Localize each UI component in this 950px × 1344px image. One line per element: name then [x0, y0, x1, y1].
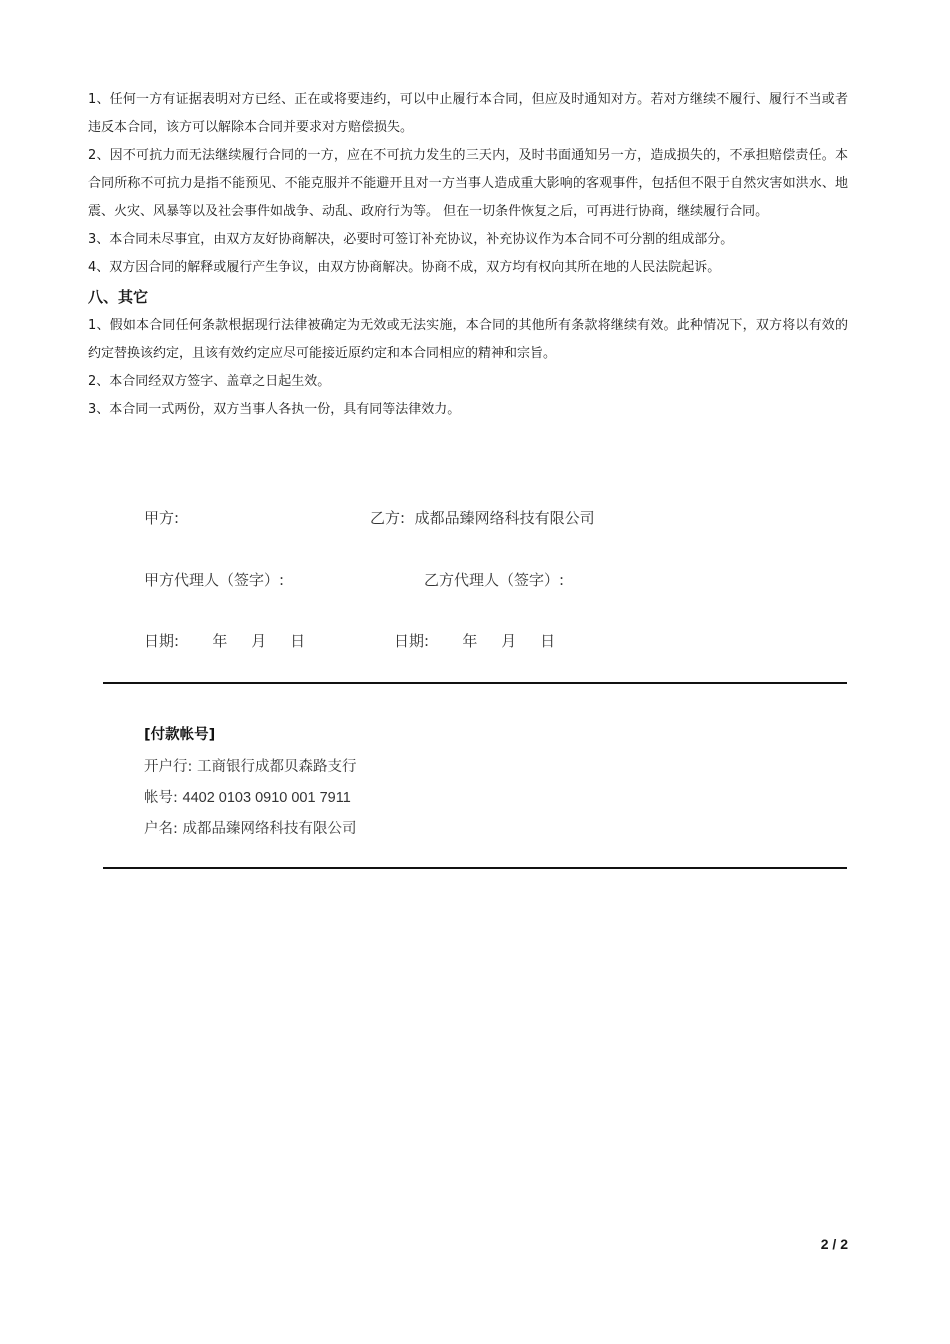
date-b: 日期: 年 月 日	[394, 632, 556, 650]
clause-7-4: 4、双方因合同的解释或履行产生争议，由双方协商解决。协商不成，双方均有权向其所在地的人民法院起诉。	[88, 260, 721, 275]
clause-7-3: 3、本合同未尽事宜，由双方友好协商解决，必要时可签订补充协议，补充协议作为本合同不可分割的组成部分。	[88, 232, 734, 247]
page-number: 2 / 2	[820, 1236, 848, 1252]
contract-clauses	[88, 86, 848, 424]
clause-8-3: 3、本合同一式两份，双方当事人各执一份，具有同等法律效力。	[88, 402, 461, 417]
divider-bottom	[103, 867, 847, 869]
account-label: 帐号:	[144, 790, 178, 806]
payment-title: [付款帐号]	[144, 727, 216, 743]
payment-account	[144, 786, 351, 807]
clause-7-2: 2、因不可抗力而无法继续履行合同的一方，应在不可抗力发生的三天内，及时书面通知另一方，造成损失的，不承担赔偿责任。本合同所称不可抗力是指不能预见、不能克服并不能避开且对一方当事人造成重大影响的客观事件，包括但不限于自然灾害如洪水、地震、火灾、风暴等以及社会事件如战争、动乱、政府行为等。 但在一切条件恢复之后，可再进行协商，继续履行合同。	[88, 148, 848, 219]
clause-8-2: 2、本合同经双方签字、盖章之日起生效。	[88, 374, 331, 389]
payment-name: 户名: 成都品臻网络科技有限公司	[144, 821, 357, 837]
divider-top	[103, 682, 847, 684]
party-a-label: 甲方:	[144, 509, 180, 527]
payment-bank: 开户行: 工商银行成都贝森路支行	[144, 759, 357, 775]
clause-7-1: 1、任何一方有证据表明对方已经、正在或将要违约，可以中止履行本合同，但应及时通知对方。若对方继续不履行、履行不当或者违反本合同，该方可以解除本合同并要求对方赔偿损失。	[88, 92, 848, 135]
section-8-title: 八、其它	[88, 288, 149, 306]
agent-b-signature: 乙方代理人（签字）:	[424, 571, 565, 589]
account-number: 4402 0103 0910 001 7911	[182, 790, 351, 806]
clause-8-1: 1、假如本合同任何条款根据现行法律被确定为无效或无法实施，本合同的其他所有条款将继续有效。此种情况下，双方将以有效的约定替换该约定，且该有效约定应尽可能接近原约定和本合同相应的精神和宗旨。	[88, 318, 848, 361]
party-b-label: 乙方: 成都品臻网络科技有限公司	[370, 509, 595, 527]
date-a: 日期: 年 月 日	[144, 632, 306, 650]
agent-a-signature: 甲方代理人（签字）:	[144, 571, 285, 589]
